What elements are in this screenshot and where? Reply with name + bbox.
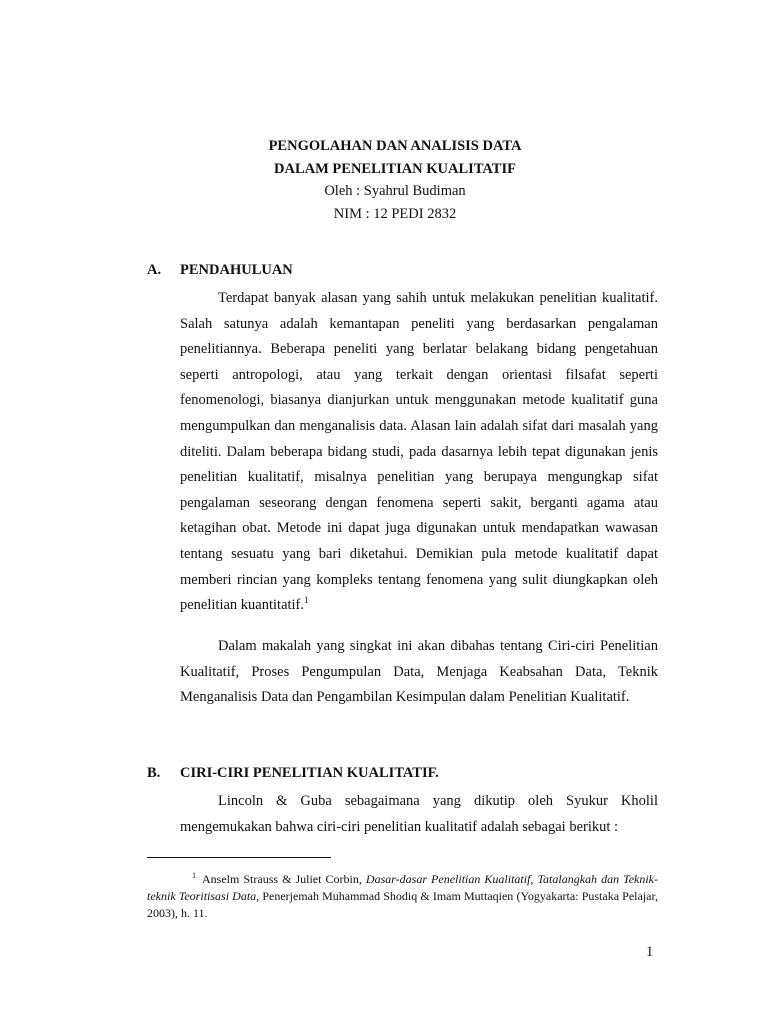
nim-line: NIM : 12 PEDI 2832 bbox=[333, 205, 457, 222]
section-a-paragraph-1-text: Terdapat banyak alasan yang sahih untuk melakukan penelitian kualitatif. Salah satunya adalah kemantapan peneliti yang berdasarkan pengalaman penelitiannya. Beberapa peneliti yang berlatar belakang bidang pengetahuan seperti antropologi, atau yang terkait dengan orientasi filsafat seperti fenomenologi, biasanya dianjurkan untuk menggunakan metode kualitatif guna mengumpulkan dan menganalisis data. Alasan lain adalah sifat dari masalah yang diteliti. Dalam beberapa bidang studi, pada dasarnya lebih tepat digunakan jenis penelitian kualitatif, misalnya penelitian yang berupaya mengungkap sifat pengalaman seseorang dengan fenomena seperti sakit, berganti agama atau ketagihan obat. Metode ini dapat juga digunakan untuk mendapatkan wawasan tentang sesuatu yang bari diketahui. Demikian pula metode kualitatif dapat memberi rincian yang kompleks tentang fenomena yang sulit diungkapkan oleh penelitian kuantitatif. bbox=[180, 290, 658, 614]
section-a-title: PENDAHULUAN bbox=[180, 262, 293, 278]
page-number: 1 bbox=[646, 944, 654, 960]
section-b-title: CIRI-CIRI PENELITIAN KUALITATIF. bbox=[180, 765, 439, 781]
section-a-letter: A. bbox=[147, 262, 162, 278]
section-b-paragraph-1: Lincoln & Guba sebagaimana yang dikutip oleh Syukur Kholil mengemukakan bahwa ciri-ciri penelitian kualitatif adalah sebagai berikut : bbox=[180, 793, 658, 835]
footnote-authors: Anselm Strauss & Juliet Corbin, bbox=[202, 872, 362, 886]
footnote-1 bbox=[147, 871, 658, 922]
title-block bbox=[0, 135, 768, 225]
section-a-paragraph-1 bbox=[180, 286, 658, 619]
document-title-line-1: PENGOLAHAN DAN ANALISIS DATA bbox=[268, 138, 522, 154]
footnote-book-title: Dasar-dasar Penelitian Kualitatif, Tatalangkah dan Teknik-teknik Teoritisasi Data, bbox=[147, 872, 659, 903]
footnote-reference: 1 bbox=[304, 595, 309, 606]
footnote-publication: Penerjemah Muhammad Shodiq & Imam Muttaqien (Yogyakarta: Pustaka Pelajar, 2003), h. 11. bbox=[147, 889, 658, 920]
author-line: Oleh : Syahrul Budiman bbox=[324, 183, 466, 199]
section-a-heading bbox=[147, 262, 293, 279]
document-title-line-2: DALAM PENELITIAN KUALITATIF bbox=[274, 160, 516, 177]
section-b-letter: B. bbox=[147, 765, 161, 781]
section-b-heading bbox=[147, 765, 439, 782]
section-a-paragraph-2: Dalam makalah yang singkat ini akan dibahas tentang Ciri-ciri Penelitian Kualitatif, Proses Pengumpulan Data, Menjaga Keabsahan Data, Teknik Menganalisis Data dan Pengambilan Kesimpulan dalam Penelitian Kualitatif. bbox=[180, 638, 658, 706]
footnote-number: 1 bbox=[192, 871, 196, 880]
footnote-separator bbox=[147, 857, 331, 858]
